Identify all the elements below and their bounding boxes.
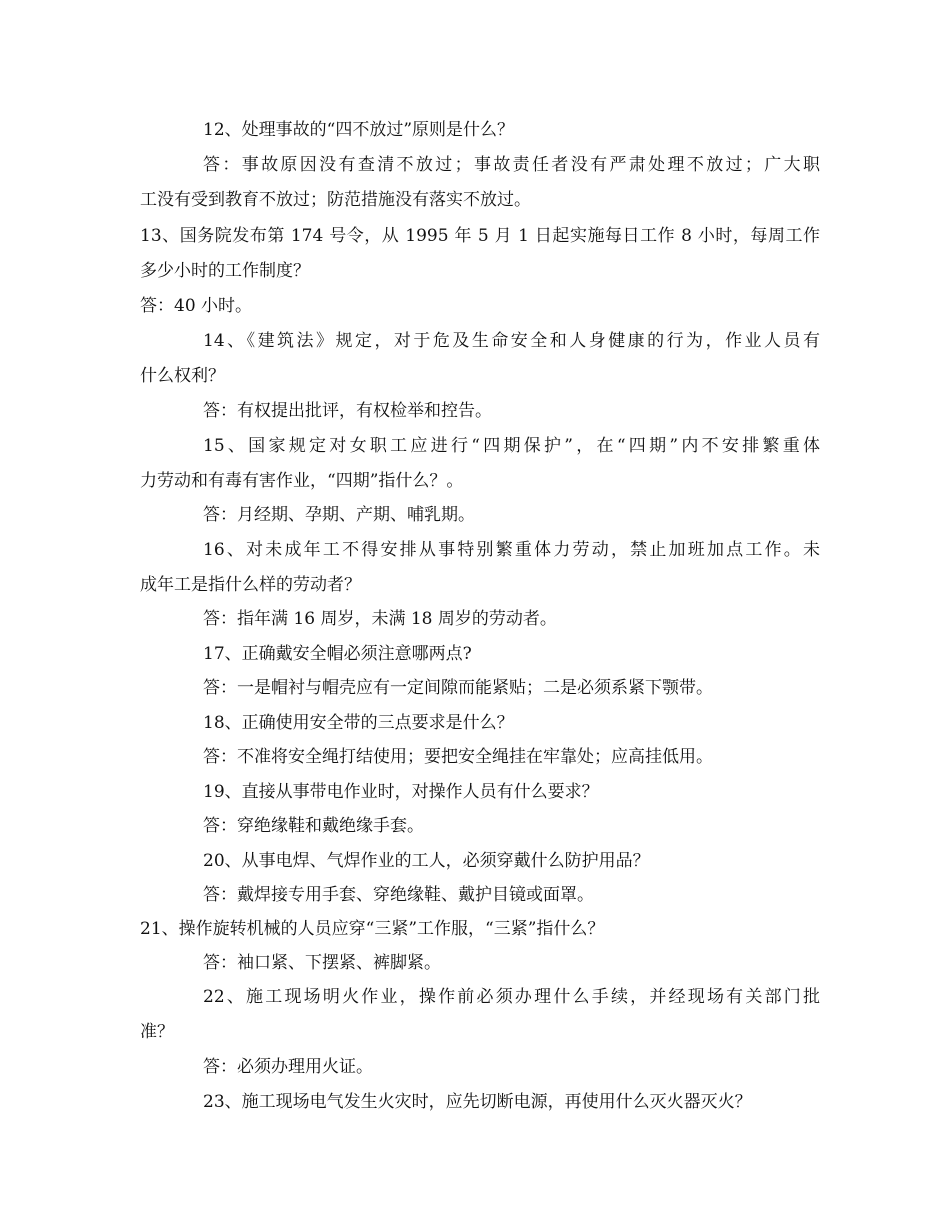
answer-19: 答：穿绝缘鞋和戴绝缘手套。 <box>203 816 424 836</box>
answer-12-line-1: 答：事故原因没有查清不放过；事故责任者没有严肃处理不放过；广大职 <box>203 155 820 175</box>
answer-12-line-2: 工没有受到教育不放过；防范措施没有落实不放过。 <box>140 190 531 210</box>
question-18: 18、正确使用安全带的三点要求是什么？ <box>203 713 514 733</box>
answer-22: 答：必须办理用火证。 <box>203 1057 373 1077</box>
answer-15: 答：月经期、孕期、产期、哺乳期。 <box>203 505 475 525</box>
question-20: 20、从事电焊、气焊作业的工人，必须穿戴什么防护用品？ <box>203 851 650 871</box>
question-19: 19、直接从事带电作业时，对操作人员有什么要求？ <box>203 782 599 802</box>
question-14-line-2: 什么权利？ <box>140 366 225 386</box>
question-15-line-1: 15、国家规定对女职工应进行“四期保护”，在“四期”内不安排繁重体 <box>203 436 820 456</box>
question-16-line-1: 16、对未成年工不得安排从事特别繁重体力劳动，禁止加班加点工作。未 <box>203 540 820 560</box>
answer-18: 答：不准将安全绳打结使用；要把安全绳挂在牢靠处；应高挂低用。 <box>203 747 713 767</box>
question-23: 23、施工现场电气发生火灾时，应先切断电源，再使用什么灭火器灭火？ <box>203 1092 752 1112</box>
answer-17: 答：一是帽衬与帽壳应有一定间隙而能紧贴；二是必须系紧下颚带。 <box>203 678 713 698</box>
answer-16: 答：指年满 16 周岁，未满 18 周岁的劳动者。 <box>203 609 557 629</box>
question-22-line-1: 22、施工现场明火作业，操作前必须办理什么手续，并经现场有关部门批 <box>203 987 820 1007</box>
question-15-line-2: 力劳动和有毒有害作业，“四期”指什么？。 <box>140 471 464 491</box>
question-13-line-2: 多少小时的工作制度？ <box>140 261 310 281</box>
answer-13: 答：40 小时。 <box>140 296 253 316</box>
question-21: 21、操作旋转机械的人员应穿“三紧”工作服，“三紧”指什么？ <box>140 919 605 939</box>
answer-21: 答：袖口紧、下摆紧、裤脚紧。 <box>203 953 441 973</box>
question-22-line-2: 准？ <box>140 1022 174 1042</box>
question-14-line-1: 14、《建筑法》规定，对于危及生命安全和人身健康的行为，作业人员有 <box>203 331 820 351</box>
question-12: 12、处理事故的“四不放过”原则是什么？ <box>203 120 515 140</box>
question-16-line-2: 成年工是指什么样的劳动者？ <box>140 575 361 595</box>
question-13-line-1: 13、国务院发布第 174 号令，从 1995 年 5 月 1 日起实施每日工作 8 小时，每周工作 <box>140 226 820 246</box>
answer-14: 答：有权提出批评，有权检举和控告。 <box>203 401 492 421</box>
question-17: 17、正确戴安全帽必须注意哪两点? <box>203 644 472 664</box>
answer-20: 答：戴焊接专用手套、穿绝缘鞋、戴护目镜或面罩。 <box>203 885 594 905</box>
